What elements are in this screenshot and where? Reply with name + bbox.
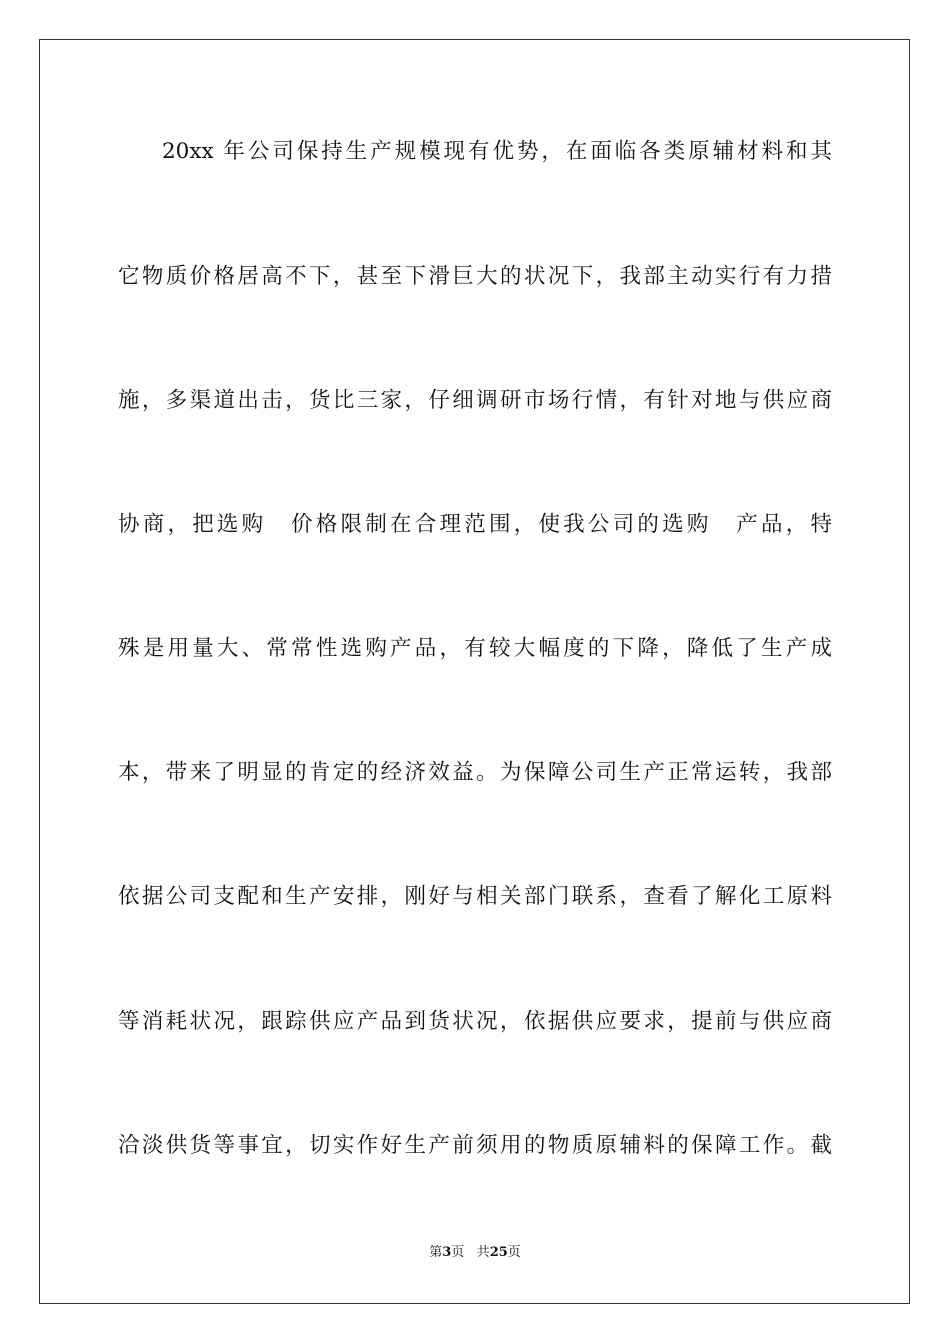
paragraph-line: 等消耗状况，跟踪供应产品到货状况，依据供应要求，提前与供应商 xyxy=(118,1009,832,1034)
page-border xyxy=(39,39,910,1304)
total-prefix: 共 xyxy=(476,1245,490,1260)
page-suffix: 页 xyxy=(451,1245,465,1260)
paragraph-line: 殊是用量大、常常性选购产品，有较大幅度的下降，降低了生产成 xyxy=(118,636,832,661)
page-prefix: 第 xyxy=(429,1245,443,1260)
paragraph-line: 依据公司支配和生产安排，刚好与相关部门联系，查看了解化工原料 xyxy=(118,884,832,909)
paragraph-line: 协商，把选购 价格限制在合理范围，使我公司的选购 产品，特 xyxy=(118,512,832,537)
paragraph-line: 20xx 年公司保持生产规模现有优势，在面临各类原辅材料和其 xyxy=(162,139,832,164)
total-pages: 25 xyxy=(489,1245,508,1260)
paragraph-line: 施，多渠道出击，货比三家，仔细调研市场行情，有针对地与供应商 xyxy=(118,388,832,413)
total-suffix: 页 xyxy=(507,1245,521,1260)
page-footer xyxy=(0,1245,950,1261)
paragraph-line: 它物质价格居高不下，甚至下滑巨大的状况下，我部主动实行有力措 xyxy=(118,264,832,289)
paragraph-line: 洽淡供货等事宜，切实作好生产前须用的物质原辅料的保障工作。截 xyxy=(118,1133,832,1158)
page-number: 3 xyxy=(442,1245,452,1260)
paragraph-line: 本，带来了明显的肯定的经济效益。为保障公司生产正常运转，我部 xyxy=(118,760,832,785)
